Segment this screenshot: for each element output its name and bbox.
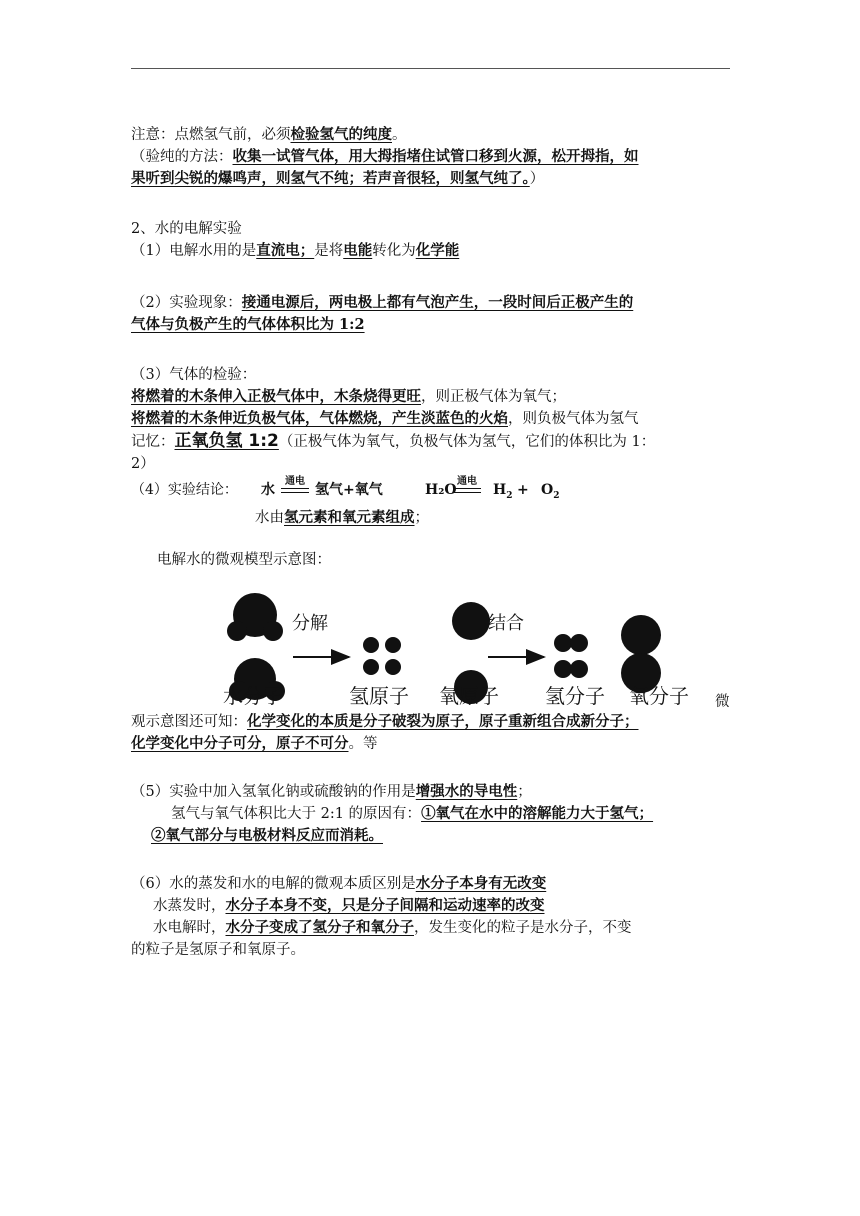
composition-line: 水由氢元素和氧元素组成；	[255, 509, 429, 526]
p6-elec-line: 水电解时，水分子变成了氢分子和氧分子，发生变化的粒子是水分子，不变	[153, 919, 632, 936]
micro-line-2: 化学变化中分子可分，原子不可分。等	[131, 735, 378, 752]
electrolysis-micro-diagram	[131, 579, 730, 711]
section-title: 2、水的电解实验	[131, 221, 242, 237]
label-oxygen-molecule: 氧分子	[629, 684, 689, 708]
p6-evap-line: 水蒸发时，水分子本身不变，只是分子间隔和运动速率的改变	[153, 897, 545, 914]
memory-line: 记忆：正氧负氢 1:2（正极气体为氧气，负极气体为氢气，它们的体积比为 1：	[131, 431, 656, 451]
p5-ratio-line-2: ②氧气部分与电极材料反应而消耗。	[151, 827, 383, 844]
p1-line: （1）电解水用的是直流电；是将电能转化为化学能	[131, 242, 460, 259]
formula-condition-arrow: 通电	[453, 483, 481, 497]
arrow-label-combine: 结合	[488, 613, 524, 634]
hydrogen-molecules	[554, 634, 588, 678]
equation-line: （4）实验结论： 水 通电 氢气+氧气 H₂O 通电 $H_2$ + $O_2$	[131, 476, 560, 501]
water-molecule-top	[227, 593, 283, 641]
p5-line: （5）实验中加入氢氧化钠或硫酸钠的作用是增强水的导电性；	[131, 783, 532, 800]
condition-arrow: 通电	[281, 483, 309, 497]
p3-title: （3）气体的检验：	[131, 367, 257, 383]
oxygen-molecule	[621, 615, 661, 693]
p3-line-1: 将燃着的木条伸入正极气体中，木条烧得更旺，则正极气体为氧气；	[131, 388, 566, 405]
micro-title: 电解水的微观模型示意图：	[157, 552, 331, 568]
micro-line-1: 观示意图还可知：化学变化的本质是分子破裂为原子，原子重新组合成新分子；	[131, 713, 639, 730]
p5-ratio-line: 氢气与氧气体积比大于 2:1 的原因有：①氧气在水中的溶解能力大于氢气；	[171, 805, 654, 822]
p2-line-2: 气体与负极产生的气体体积比为 1:2	[131, 316, 365, 333]
label-hydrogen-atom: 氢原子	[349, 684, 409, 708]
label-hydrogen-molecule: 氢分子	[545, 684, 605, 708]
diagram-tail-text: 微	[715, 694, 730, 710]
label-water-molecule: 水分子	[223, 684, 283, 708]
document-body	[131, 124, 730, 961]
p6-elec-line-2: 的粒子是氢原子和氧原子。	[131, 942, 305, 958]
note-emph: 检验氢气的纯度	[290, 126, 392, 143]
method-line-2: 果听到尖锐的爆鸣声，则氢气不纯；若声音很轻，则氢气纯了。）	[131, 170, 545, 187]
p3-line-2: 将燃着的木条伸近负极气体，气体燃烧，产生淡蓝色的火焰，则负极气体为氢气	[131, 410, 639, 427]
p6-line: （6）水的蒸发和水的电解的微观本质区别是水分子本身有无改变	[131, 875, 547, 892]
method-line-1: （验纯的方法：收集一试管气体，用大拇指堵住试管口移到火源，松开拇指，如	[131, 148, 639, 165]
p2-line-1: （2）实验现象：接通电源后，两电极上都有气泡产生，一段时间后正极产生的	[131, 294, 634, 311]
header-rule	[131, 68, 730, 69]
hydrogen-atoms	[363, 637, 401, 675]
note-line: 注意：点燃氢气前，必须检验氢气的纯度。	[131, 126, 407, 143]
memory-line-2: 2）	[131, 456, 155, 472]
label-oxygen-atom: 氧原子	[439, 684, 499, 708]
arrow-label-decompose: 分解	[292, 613, 328, 634]
